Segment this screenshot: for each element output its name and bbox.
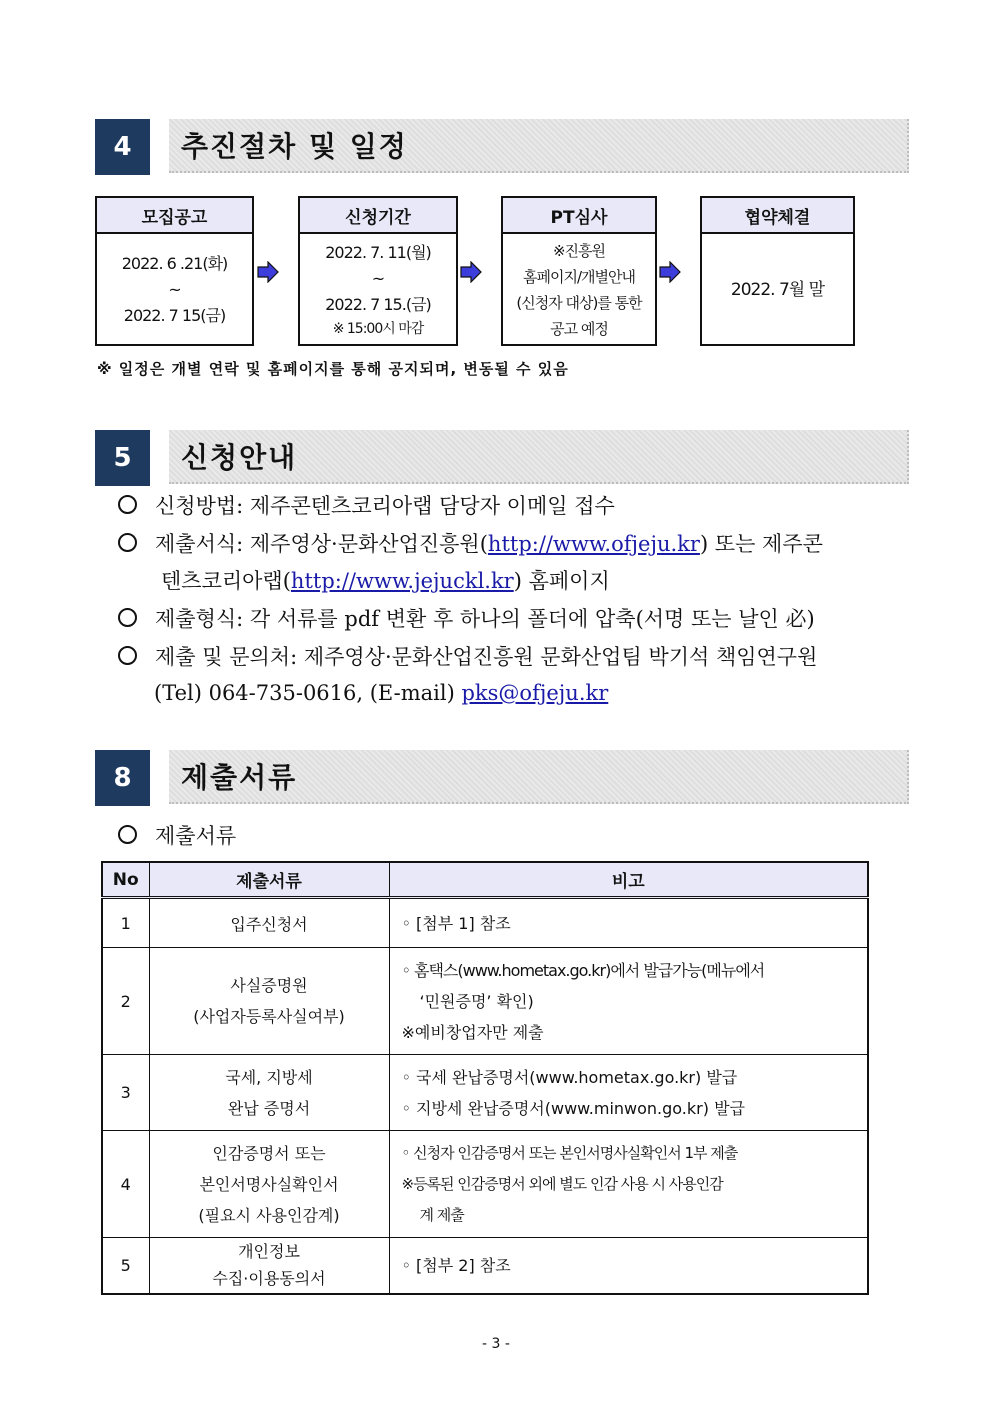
form-text: ) 또는 제주콘 (699, 532, 823, 556)
list-item-continuation (154, 681, 608, 705)
column-header: 제출서류 (149, 862, 389, 898)
contact-text: (Tel) 064-735-0616, (E-mail) (154, 681, 462, 705)
row-number: 1 (102, 898, 149, 948)
table-row (102, 1131, 868, 1238)
table-row (102, 1238, 868, 1294)
stage-line: 2022. 7 15.(금) (325, 295, 431, 314)
page-number: - 3 - (482, 1336, 510, 1352)
section-title: 추진절차 및 일정 (169, 119, 909, 173)
method-text: 신청방법: 제주콘텐츠코리아랩 담당자 이메일 접수 (155, 494, 615, 518)
documents-label: 제출서류 (155, 824, 237, 848)
schedule-note: ※ 일정은 개별 연락 및 홈페이지를 통해 공지되며, 변동될 수 있음 (97, 360, 569, 378)
circle-bullet-icon (118, 608, 137, 627)
stage-line: ~ (168, 280, 181, 299)
circle-bullet-icon (118, 533, 137, 552)
ofjeju-link[interactable]: http://www.ofjeju.kr (487, 532, 700, 556)
row-number: 5 (102, 1238, 149, 1294)
stage-line: ~ (371, 269, 385, 288)
section-4-header (95, 119, 909, 175)
document-name: 개인정보 수집·이용동의서 (149, 1238, 389, 1294)
row-number: 3 (102, 1055, 149, 1131)
stage-body (97, 234, 252, 346)
list-item (118, 603, 815, 633)
circle-bullet-icon (118, 495, 137, 514)
section-number: 5 (95, 430, 150, 486)
stage-line: 2022. 6 .21(화) (121, 254, 228, 273)
row-number: 4 (102, 1131, 149, 1238)
contact-text: 제출 및 문의처: 제주영상·문화산업진흥원 문화산업팀 박기석 책임연구원 (155, 645, 818, 669)
form-text: ) 홈페이지 (513, 569, 610, 593)
section-number: 8 (95, 750, 150, 806)
column-header: No (102, 862, 149, 898)
section-number: 4 (95, 119, 150, 175)
jejuckl-link[interactable]: http://www.jejuckl.kr (290, 569, 514, 593)
form-text: 제출서식: 제주영상·문화산업진흥원( (155, 532, 488, 556)
document-name: 입주신청서 (149, 898, 389, 948)
list-item-continuation (161, 565, 610, 595)
document-note: ◦ 홈택스(www.hometax.go.kr)에서 발급가능(메뉴에서 ‘민원증명’ 확인) ※예비창업자만 제출 (389, 948, 868, 1055)
email-link[interactable]: pks@ofjeju.kr (461, 681, 609, 705)
section-5-header (95, 430, 909, 486)
row-number: 2 (102, 948, 149, 1055)
table-header-row (102, 862, 868, 898)
table-row (102, 948, 868, 1055)
document-name: 인감증명서 또는 본인서명사실확인서 (필요시 사용인감계) (149, 1131, 389, 1238)
table-row (102, 898, 868, 948)
stage-title: PT심사 (503, 198, 655, 234)
arrow-right-icon (257, 261, 279, 283)
stage-body (702, 234, 853, 346)
format-text: 제출형식: 각 서류를 pdf 변환 후 하나의 폴더에 압축(서명 또는 날인 必) (155, 607, 815, 631)
column-header: 비고 (389, 862, 868, 898)
table-row (102, 1055, 868, 1131)
stage-title: 신청기간 (300, 198, 456, 234)
form-text: 텐츠코리아랩( (161, 569, 291, 593)
stage-recruit (95, 196, 254, 346)
stage-body (300, 234, 456, 346)
stage-title: 협약체결 (702, 198, 853, 234)
stage-agreement (700, 196, 855, 346)
stage-pt-review (501, 196, 657, 346)
stage-line: 2022. 7 15(금) (123, 306, 226, 325)
list-item (118, 528, 823, 558)
document-note: ◦ 신청자 인감증명서 또는 본인서명사실확인서 1부 제출 ※등록된 인감증명서 외에 별도 인감 사용 시 사용인감 계 제출 (389, 1131, 868, 1238)
stage-title: 모집공고 (97, 198, 252, 234)
stage-line: 공고 예정 (550, 320, 608, 338)
list-item (118, 820, 236, 850)
stage-line: 홈페이지/개별안내 (523, 268, 635, 286)
section-title: 신청안내 (169, 430, 909, 484)
stage-apply (298, 196, 458, 346)
document-note: ◦ [첨부 2] 참조 (389, 1238, 868, 1294)
document-note: ◦ [첨부 1] 참조 (389, 898, 868, 948)
stage-line: 2022. 7월 말 (730, 280, 825, 300)
stage-line: 2022. 7. 11(월) (325, 243, 431, 262)
stage-deadline-note: ※ 15:00시 마감 (332, 321, 424, 337)
arrow-right-icon (659, 261, 681, 283)
section-8-header (95, 750, 909, 806)
document-name: 국세, 지방세 완납 증명서 (149, 1055, 389, 1131)
circle-bullet-icon (118, 825, 137, 844)
document-name: 사실증명원 (사업자등록사실여부) (149, 948, 389, 1055)
arrow-right-icon (460, 261, 482, 283)
document-note: ◦ 국세 완납증명서(www.hometax.go.kr) 발급 ◦ 지방세 완납증명서(www.minwon.go.kr) 발급 (389, 1055, 868, 1131)
documents-table (101, 861, 869, 1295)
section-title: 제출서류 (169, 750, 909, 804)
stage-body (503, 234, 655, 346)
list-item (118, 490, 615, 520)
stage-line: ※진흥원 (552, 242, 606, 260)
list-item (118, 641, 817, 671)
circle-bullet-icon (118, 646, 137, 665)
stage-line: (신청자 대상)를 통한 (516, 294, 642, 312)
